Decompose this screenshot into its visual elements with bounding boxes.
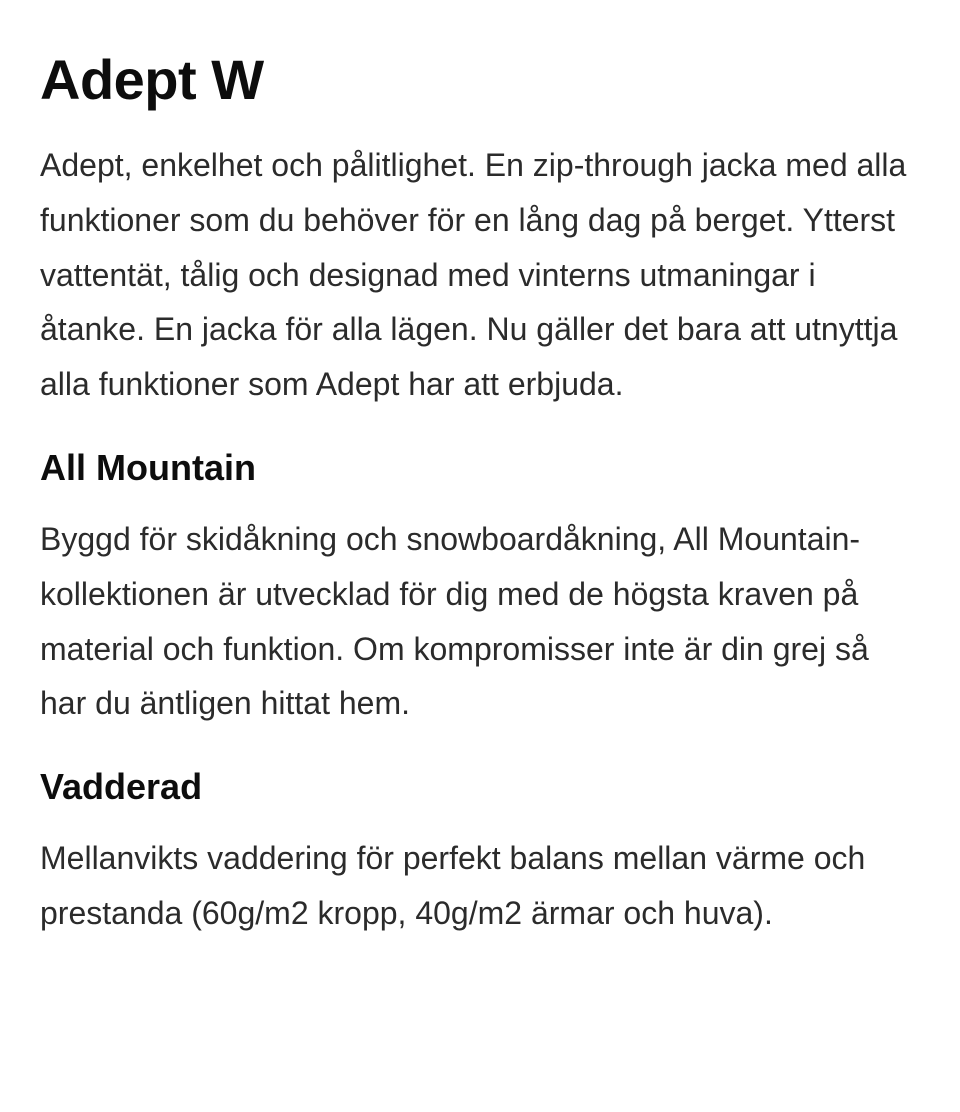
section-all-mountain [40,446,920,731]
section-text-vadderad: Mellanvikts vaddering för perfekt balans mellan värme och prestanda (60g/m2 kropp, 40g/m2 ärmar och huva). [40,840,866,931]
page-title: Adept W [40,48,264,111]
section-heading-all-mountain: All Mountain [40,446,256,488]
section-heading-vadderad: Vadderad [40,766,203,808]
section-text-all-mountain: Byggd för skidåkning och snowboardåkning, All Mountain-kollektionen är utvecklad för dig med de högsta kraven på material och funktion. Om kompromisser inte är din grej så har du äntligen hittat hem. [40,520,869,722]
section-vadderad [40,765,920,941]
product-description: Adept, enkelhet och pålitlighet. En zip-through jacka med alla funktioner som du behöver för en lång dag på berget. Ytterst vattentät, tålig och designad med vinterns utmaningar i åtanke. En jacka för alla lägen. Nu gäller det bara att utnyttja alla funktioner som Adept har att erbjuda. [40,147,907,403]
